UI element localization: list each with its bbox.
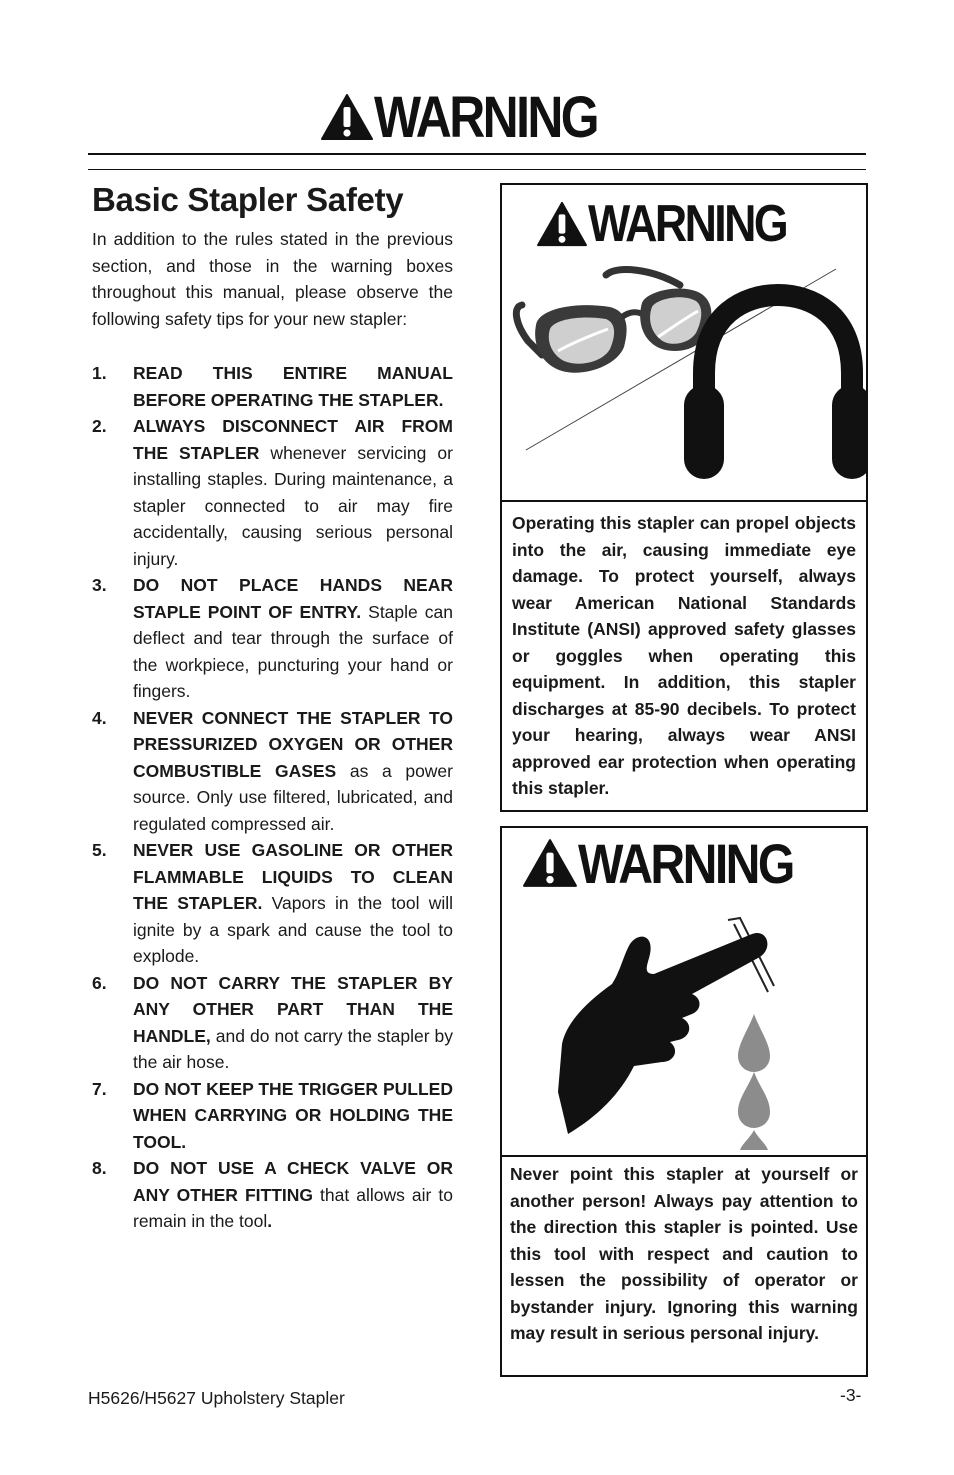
page-number: -3-	[840, 1385, 862, 1405]
rule-number: 5.	[92, 840, 107, 860]
warning-box-pointing	[500, 826, 868, 1377]
list-item	[92, 360, 453, 413]
warning-box-header	[502, 185, 866, 255]
rule-text: as a power source. Only use filtered, lubricated, and regulated compressed air.	[133, 760, 453, 834]
rule-bold-text: NEVER USE GASOLINE OR OTHER FLAMMABLE LIQUIDS TO CLEAN THE STAPLER.	[133, 840, 453, 913]
warning-box-title: WARNING	[588, 195, 787, 253]
rule-text: Vapors in the tool will ignite by a spark and cause the tool to explode.	[133, 893, 453, 966]
rule-text: that allows air to remain in the tool	[133, 1184, 453, 1231]
list-item	[92, 705, 453, 838]
rule-bold-text: DO NOT PLACE HANDS NEAR STAPLE POINT OF ENTRY.	[133, 575, 453, 622]
safety-rules-list	[92, 360, 453, 1235]
intro-paragraph: In addition to the rules stated in the previous section, and those in the warning boxes throughout this manual, please observe the following safety tips for your new stapler:	[92, 229, 453, 329]
safety-section	[92, 178, 453, 1235]
rule-tail: .	[267, 1211, 273, 1231]
rule-number: 8.	[92, 1158, 107, 1178]
rule-bold-text: NEVER CONNECT THE STAPLER TO PRESSURIZED OXYGEN OR OTHER COMBUSTIBLE GASES	[133, 707, 453, 781]
rule-bold-text: DO NOT CARRY THE STAPLER BY ANY OTHER PART THAN THE HANDLE,	[133, 972, 453, 1046]
rule-text: and do not carry the stapler by the air hose.	[133, 1025, 453, 1072]
header-rule	[88, 153, 866, 155]
ear-protection-icon	[684, 295, 866, 479]
warning-triangle-icon	[522, 837, 578, 889]
rule-bold-text: DO NOT USE A CHECK VALVE OR ANY OTHER FITTING	[133, 1158, 453, 1205]
section-title: Basic Stapler Safety	[92, 181, 404, 218]
warning-triangle-icon	[536, 200, 588, 248]
list-item	[92, 970, 453, 1076]
footer-model: H5626/H5627 Upholstery Stapler	[88, 1388, 345, 1408]
list-item	[92, 1076, 453, 1156]
list-item	[92, 1155, 453, 1235]
rule-number: 7.	[92, 1078, 107, 1099]
rule-number: 1.	[92, 363, 107, 383]
list-item	[92, 837, 453, 970]
rule-bold-text: ALWAYS DISCONNECT AIR FROM THE STAPLER	[133, 416, 453, 463]
list-item	[92, 572, 453, 705]
protective-gear-illustration	[502, 255, 866, 500]
safety-glasses-icon	[516, 270, 711, 373]
warning-box-text: Operating this stapler can propel objects into the air, causing immediate eye damage. To protect yourself, always wear American National Standards Institute (ANSI) approved safety glasses or goggles when operating this equipment. In addition, this stapler discharges at 85-90 decibels. To protect your hearing, always wear ANSI approved ear protection when operating this stapler.	[512, 513, 856, 798]
list-item	[92, 413, 453, 572]
warning-box-text: Never point this stapler at yourself or another person! Always pay attention to the direction this stapler is pointed. Use this tool with respect and caution to lessen the possibility of operator or bystander injury. Ignoring this warning may result in serious personal injury.	[510, 1164, 858, 1343]
rule-text: whenever servicing or installing staples. During maintenance, a stapler connected to air may fire accidentally, causing serious personal injury.	[133, 442, 453, 569]
rule-number: 3.	[92, 575, 107, 595]
page-warning-header	[0, 86, 954, 148]
rule-number: 2.	[92, 416, 107, 436]
hand-pierced-icon	[502, 894, 866, 1155]
warning-heading: WARNING	[374, 84, 598, 150]
rule-bold-text: READ THIS ENTIRE MANUAL BEFORE OPERATING THE STAPLER.	[133, 363, 453, 410]
rule-number: 4.	[92, 707, 107, 728]
rule-bold-text: DO NOT KEEP THE TRIGGER PULLED WHEN CARRYING OR HOLDING THE TOOL.	[133, 1078, 453, 1152]
rule-text: Staple can deflect and tear through the surface of the workpiece, puncturing your hand or fingers.	[133, 601, 454, 701]
warning-box-title: WARNING	[578, 831, 793, 895]
warning-triangle-icon	[320, 92, 374, 142]
rule-number: 6.	[92, 972, 107, 993]
warning-box-header	[502, 828, 866, 894]
header-rule-thin	[88, 169, 866, 170]
warning-box-eye-ear	[500, 183, 868, 812]
